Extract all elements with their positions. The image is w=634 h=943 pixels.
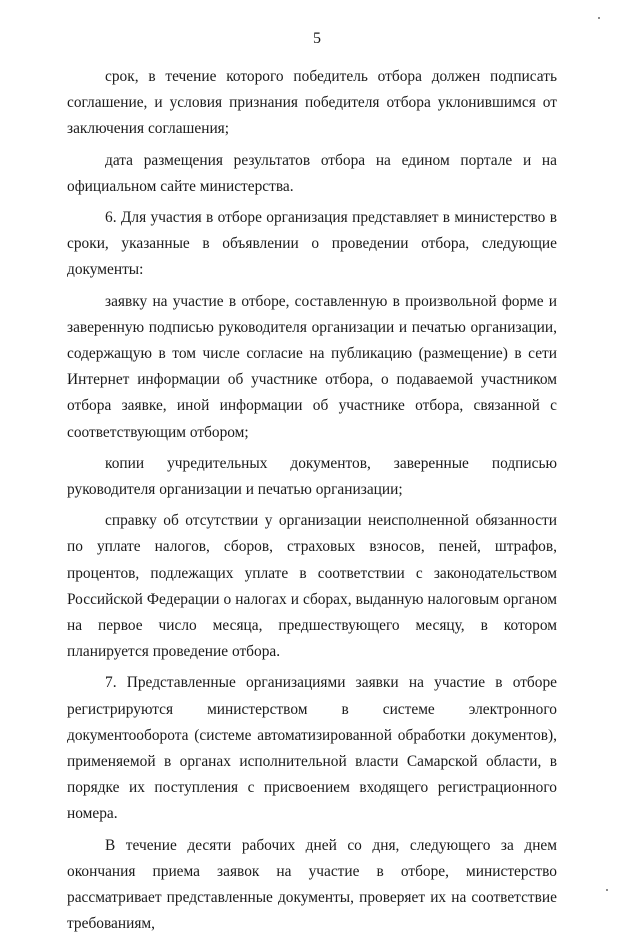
scan-speck [598, 17, 600, 19]
paragraph-founding-documents: копии учредительных документов, заверенные подписью руководителя организации и печатью организации; [67, 454, 557, 499]
document-body [67, 64, 557, 943]
paragraph-tax-certificate: справку об отсутствии у организации неисполненной обязанности по уплате налогов, сборов, страховых взносов, пеней, штрафов, процентов, подлежащих уплате в соответствии с законодательством Российской Федерации о налогах и сборах, выданную налоговым органом на первое число месяца, предшествующего месяцу, в котором планируется проведение отбора. [67, 512, 557, 661]
paragraph-item-7: 7. Представленные организациями заявки на участие в отборе регистрируются министерством в системе электронного документооборота (системе автоматизированной обработки документов), применяемой в органах исполнительной власти Самарской области, в порядке их поступления с присвоением входящего регистрационного номера. [67, 674, 557, 823]
paragraph-agreement-deadline: срок, в течение которого победитель отбора должен подписать соглашение, и условия признания победителя отбора уклонившимся от заключения соглашения; [67, 68, 557, 138]
page-number: 5 [313, 30, 321, 47]
paragraph-application: заявку на участие в отборе, составленную в произвольной форме и заверенную подписью руководителя организации и печатью организации, содержащую в том числе согласие на публикацию (размещение) в сети Интернет информации об участнике отбора, о подаваемой участником отбора заявке, иной информации об участнике отбора, связанной с соответствующим отбором; [67, 292, 557, 441]
paragraph-results-publication: дата размещения результатов отбора на едином портале и на официальном сайте министерства. [67, 151, 557, 195]
paragraph-item-6: 6. Для участия в отборе организация представляет в министерство в сроки, указанные в объявлении о проведении отбора, следующие документы: [67, 209, 557, 279]
scan-speck [606, 889, 608, 891]
paragraph-review-period: В течение десяти рабочих дней со дня, следующего за днем окончания приема заявок на участие в отборе, министерство рассматривает представленные документы, проверяет их на соответствие требованиям, [67, 836, 557, 933]
